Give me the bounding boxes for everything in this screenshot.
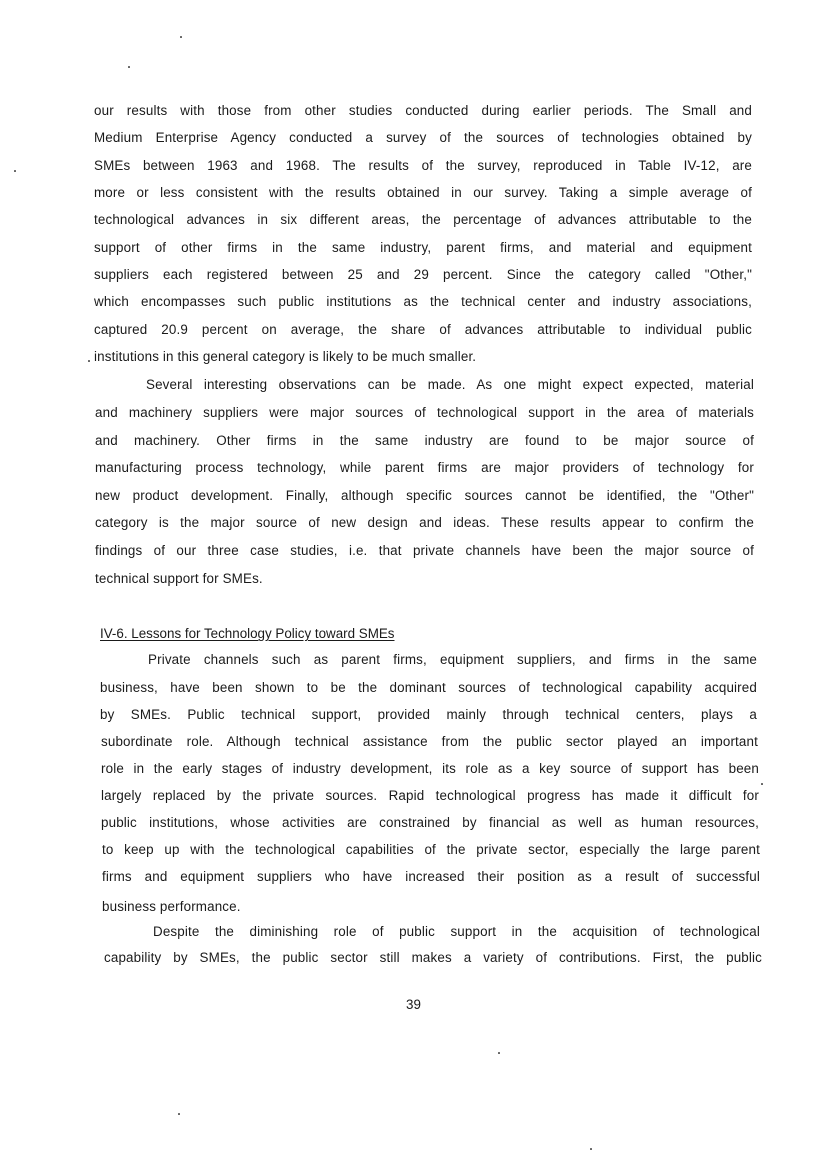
section-heading: IV-6. Lessons for Technology Policy toward SMEs [100,626,395,641]
scan-speck [761,783,763,785]
text-line: Despite the diminishing role of public support in the acquisition of technological [153,924,760,939]
text-line: technical support for SMEs. [95,571,263,586]
text-line: public institutions, whose activities are constrained by financial as well as human resources, [101,815,759,830]
text-line: Private channels such as parent firms, equipment suppliers, and firms in the same [148,652,757,667]
scan-speck [128,66,130,68]
text-line: findings of our three case studies, i.e. that private channels have been the major source of [95,543,754,558]
text-line: business, have been shown to be the dominant sources of technological capability acquired [100,680,757,695]
text-line: business performance. [102,899,241,914]
text-line: and machinery suppliers were major sources of technological support in the area of materials [95,405,754,420]
text-line: support of other firms in the same industry, parent firms, and material and equipment [94,240,752,255]
text-line: technological advances in six different areas, the percentage of advances attributable to the [94,212,752,227]
text-line: by SMEs. Public technical support, provided mainly through technical centers, plays a [100,707,757,722]
scan-speck [498,1052,500,1054]
page-number: 39 [406,997,421,1012]
text-line: institutions in this general category is likely to be much smaller. [94,349,477,364]
text-line: largely replaced by the private sources. Rapid technological progress has made it difficult for [101,788,759,803]
text-line: SMEs between 1963 and 1968. The results of the survey, reproduced in Table IV-12, are [94,158,752,173]
text-line: suppliers each registered between 25 and 29 percent. Since the category called "Other," [94,267,752,282]
text-line: which encompasses such public institutions as the technical center and industry associations, [94,294,752,309]
text-line: more or less consistent with the results obtained in our survey. Taking a simple average of [94,185,752,200]
scan-speck [590,1148,592,1150]
scan-speck [88,360,90,362]
text-line: category is the major source of new design and ideas. These results appear to confirm the [95,515,754,530]
text-line: capability by SMEs, the public sector still makes a variety of contributions. First, the public [104,950,762,965]
text-line: new product development. Finally, although specific sources cannot be identified, the "Other" [95,488,754,503]
text-line: our results with those from other studies conducted during earlier periods. The Small and [94,103,752,118]
text-line: subordinate role. Although technical assistance from the public sector played an important [101,734,758,749]
text-line: manufacturing process technology, while parent firms are major providers of technology for [95,460,754,475]
text-line: firms and equipment suppliers who have increased their position as a result of successful [102,869,760,884]
scan-speck [178,1113,180,1115]
text-line: Medium Enterprise Agency conducted a survey of the sources of technologies obtained by [94,130,752,145]
scan-speck [14,170,16,172]
scan-speck [180,36,182,38]
text-line: role in the early stages of industry development, its role as a key source of support has been [101,761,759,776]
text-line: captured 20.9 percent on average, the share of advances attributable to individual public [94,322,752,337]
text-line: to keep up with the technological capabilities of the private sector, especially the large parent [102,842,760,857]
text-line: and machinery. Other firms in the same industry are found to be major source of [95,433,754,448]
text-line: Several interesting observations can be made. As one might expect expected, material [146,377,754,392]
